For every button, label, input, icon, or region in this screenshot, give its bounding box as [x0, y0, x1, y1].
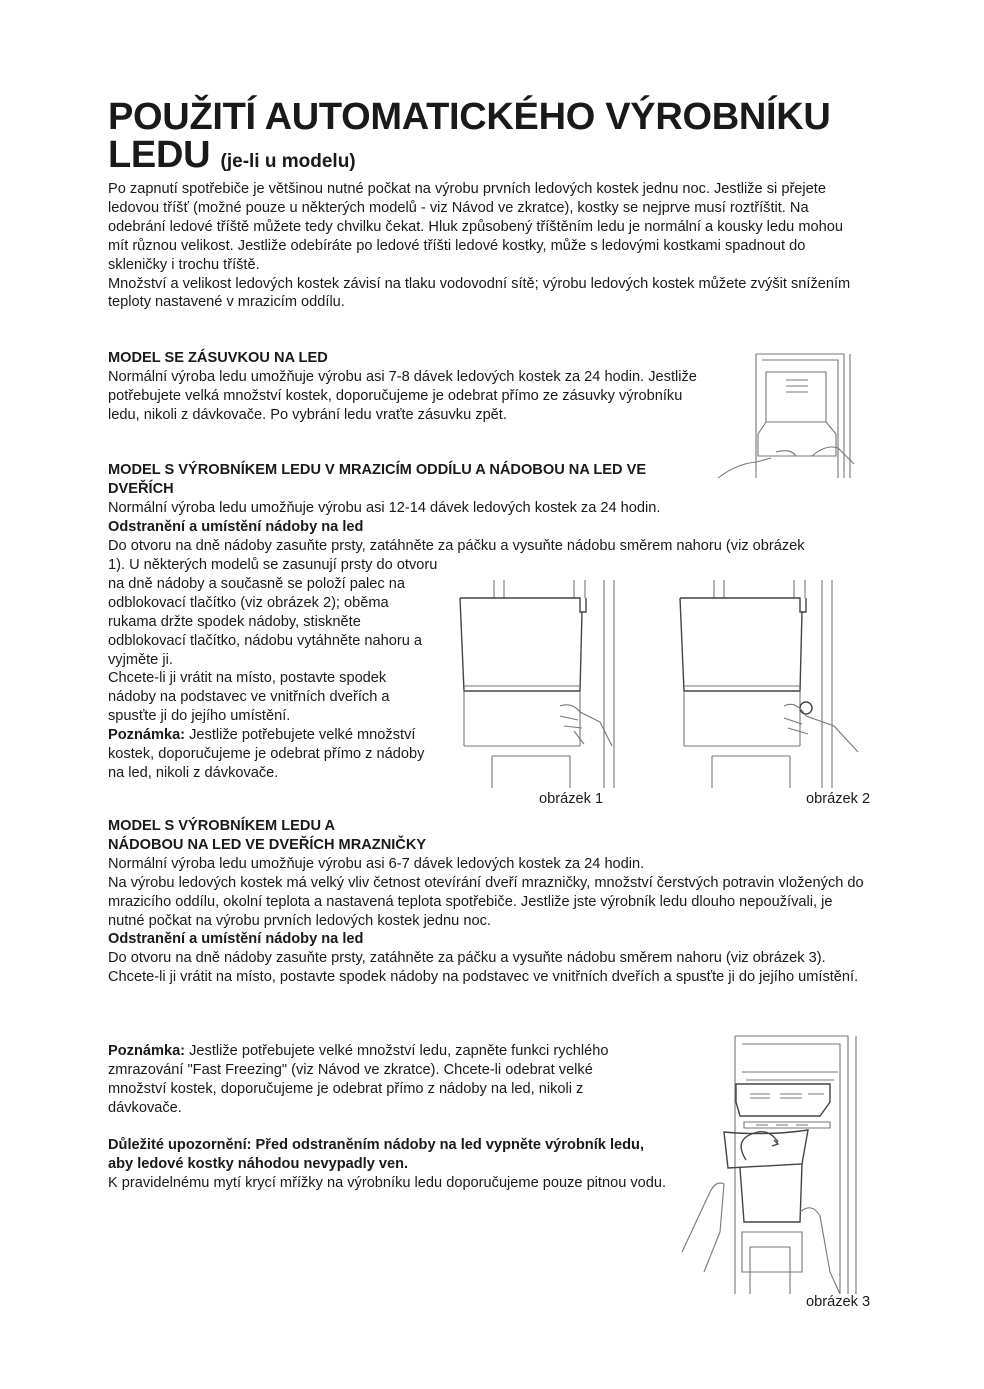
- page-title: [108, 98, 831, 181]
- section-freezer-door-model: [108, 817, 866, 987]
- section3-return: Chcete-li ji vrátit na místo, postavte spodek nádoby na podstavec ve vnitřních dveřích a spusťte ji do jejího umístění.: [108, 969, 859, 986]
- drawer-illustration: [716, 352, 856, 480]
- section2-note-text: Jestliže potřebujete velké množství kostek, doporučujeme je odebrat přímo z nádoby na led, nikoli z dávkovače.: [108, 727, 425, 781]
- intro-paragraph-2: Množství a velikost ledových kostek závisí na tlaku vodovodní sítě; výrobu ledových kostek můžete zvýšit snížením teploty nastavené v mrazicím oddílu.: [108, 275, 851, 311]
- section3-note: [108, 1042, 653, 1118]
- section2-column: [108, 556, 438, 783]
- section3-subheading: Odstranění a umístění nádoby na led: [108, 931, 364, 948]
- section1-heading: MODEL SE ZÁSUVKOU NA LED: [108, 350, 328, 366]
- title-line1: POUŽITÍ AUTOMATICKÉHO VÝROBNÍKU: [108, 96, 831, 138]
- section2-removal-line: Do otvoru na dně nádoby zasuňte prsty, zatáhněte za páčku a vysuňte nádobu směrem nahoru (viz obrázek: [108, 538, 805, 554]
- section3-warning: Důležité upozornění: Před odstraněním nádoby na led vypněte výrobník ledu, aby ledové kostky náhodou nevypadly ven.: [108, 1137, 644, 1172]
- section-door-bin-model: [108, 461, 708, 537]
- section3-note-text: Jestliže potřebujete velké množství ledu, zapněte funkci rychlého zmrazování "Fast Freezing" (viz Návod ve zkratce). Chcete-li odebrat velké množství kostek, doporučujeme je odebrat přímo z nádoby na led, nikoli z dávkovače.: [108, 1043, 609, 1116]
- section1-body: Normální výroba ledu umožňuje výrobu asi 7-8 dávek ledových kostek za 24 hodin. Jestliže potřebujete velká množství kostek, doporučujeme je odebrat přímo ze zásuvky výrobníku ledu, nikoli z dávkovače. Po vybrání ledu vraťte zásuvku zpět.: [108, 368, 697, 423]
- section3-body2: Na výrobu ledových kostek má velký vliv četnost otevírání dveří mrazničky, množství čerstvých potravin vložených do mrazicího oddílu, okolní teplota a nastavená teplota spotřebiče. Jestliže jste výrobník ledu dlouho nepoužívali, je nutné počkat na výrobu prvních ledových kostek jednu noc.: [108, 874, 864, 929]
- title-line2: LEDU: [108, 134, 211, 176]
- section3-note-block: [108, 1042, 653, 1118]
- section2-heading: MODEL S VÝROBNÍKEM LEDU V MRAZICÍM ODDÍLU A NÁDOBOU NA LED VE DVEŘÍCH: [108, 462, 647, 497]
- section3-heading-line2: NÁDOBOU NA LED VE DVEŘÍCH MRAZNIČKY: [108, 836, 427, 853]
- section3-body1: Normální výroba ledu umožňuje výrobu asi 6-7 dávek ledových kostek za 24 hodin.: [108, 855, 645, 872]
- figure-1-illustration: [452, 576, 622, 788]
- title-subtitle: (je-li u modelu): [220, 151, 356, 172]
- section2-note-label: Poznámka:: [108, 727, 186, 744]
- figure-3-illustration: [680, 1032, 880, 1294]
- section3-removal: Do otvoru na dně nádoby zasuňte prsty, zatáhněte za páčku a vysuňte nádobu směrem nahoru (viz obrázek 3).: [108, 950, 826, 967]
- section2-return: Chcete-li ji vrátit na místo, postavte spodek nádoby na podstavec ve vnitřních dveřích a spusťte ji do jejího umístění.: [108, 670, 390, 725]
- section-drawer-model: [108, 349, 698, 425]
- figure-3-caption: obrázek 3: [806, 1294, 871, 1310]
- figure-2-caption: obrázek 2: [806, 791, 871, 807]
- section2-body: Normální výroba ledu umožňuje výrobu asi 12-14 dávek ledových kostek za 24 hodin.: [108, 499, 661, 516]
- section3-warning-block: [108, 1136, 673, 1193]
- intro-paragraph-1: Po zapnutí spotřebiče je většinou nutné počkat na výrobu prvních ledových kostek jednu noc. Jestliže si přejete ledovou tříšť (možné pouze u některých modelů - viz Návod ve zkratce), kostky se nejprve musí roztříštit. Na odebrání ledové tříště můžete tedy chvilku čekat. Hluk způsobený tříštěním ledu je normální a kousky ledu mohou mít různou velikost. Jestliže odebíráte po ledové tříšti ledové kostky, může s ledovými kostkami spadnout do skleničky i trochu tříště.: [108, 181, 843, 273]
- section2-removal-cont: 1). U některých modelů se zasunují prsty do otvoru na dně nádoby a současně se položí palec na odblokovací tlačítko (viz obrázek 2); oběma rukama držte spodek nádoby, stiskněte odblokovací tlačítko, nádobu vytáhněte nahoru a vyjměte ji.: [108, 557, 438, 668]
- figure-1-caption: obrázek 1: [539, 791, 604, 807]
- intro: [108, 180, 856, 312]
- section3-heading-line1: MODEL S VÝROBNÍKEM LEDU A: [108, 818, 336, 834]
- section2-note: [108, 726, 438, 783]
- section3-note-label: Poznámka:: [108, 1043, 186, 1059]
- section3-cleaning: K pravidelnému mytí krycí mřížky na výrobníku ledu doporučujeme pouze pitnou vodu.: [108, 1174, 667, 1191]
- section2-subheading: Odstranění a umístění nádoby na led: [108, 518, 364, 535]
- figure-2-illustration: [672, 576, 882, 788]
